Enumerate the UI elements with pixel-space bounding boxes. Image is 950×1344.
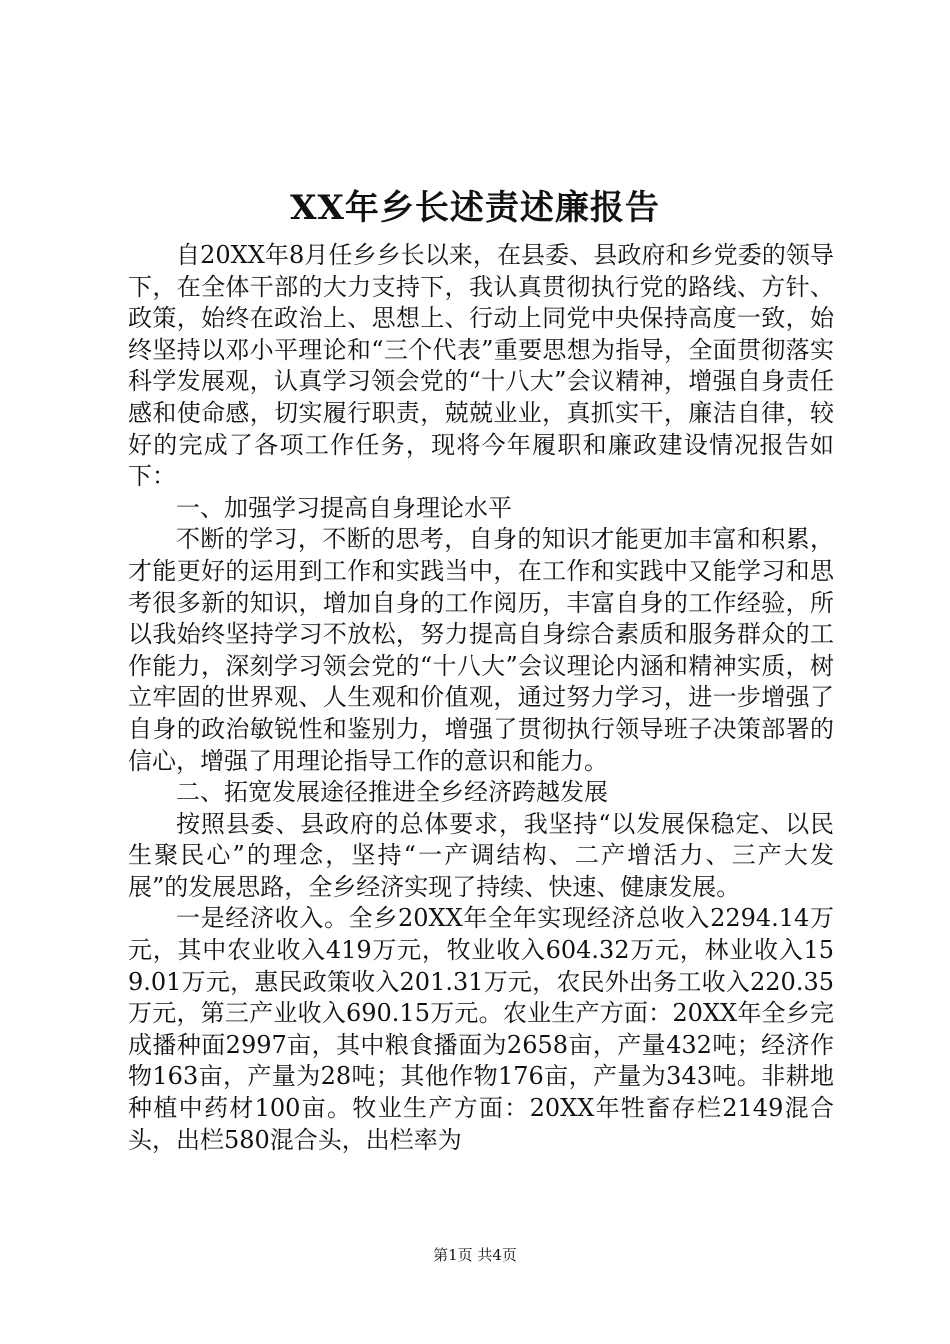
document-body xyxy=(128,240,834,1156)
paragraph-intro: 自20XX年8月任乡乡长以来，在县委、县政府和乡党委的领导下，在全体干部的大力支持下，我认真贯彻执行党的路线、方针、政策，始终在政治上、思想上、行动上同党中央保持高度一致，始终坚持以邓小平理论和“三个代表”重要思想为指导，全面贯彻落实科学发展观，认真学习领会党的“十八大”会议精神，增强自身责任感和使命感，切实履行职责，兢兢业业，真抓实干，廉洁自律，较好的完成了各项工作任务，现将今年履职和廉政建设情况报告如下： xyxy=(128,241,834,491)
paragraph-learning: 不断的学习，不断的思考，自身的知识才能更加丰富和积累，才能更好的运用到工作和实践当中，在工作和实践中又能学习和思考很多新的知识，增加自身的工作阅历，丰富自身的工作经验，所以我始终坚持学习不放松，努力提高自身综合素质和服务群众的工作能力，深刻学习领会党的“十八大”会议理论内涵和精神实质，树立牢固的世界观、人生观和价值观，通过努力学习，进一步增强了自身的政治敏锐性和鉴别力，增强了贯彻执行领导班子决策部署的信心，增强了用理论指导工作的意识和能力。 xyxy=(128,525,834,775)
page-footer: 第1页 共4页 xyxy=(433,1246,517,1264)
section-heading-1: 一、加强学习提高自身理论水平 xyxy=(176,493,512,522)
paragraph-economic-income: 一是经济收入。全乡20XX年全年实现经济总收入2294.14万元，其中农业收入419万元，牧业收入604.32万元，林业收入159.01万元，惠民政策收入201.31万元，农民外出务工收入220.35万元，第三产业收入690.15万元。农业生产方面：20XX年全乡完成播种面2997亩，其中粮食播面为2658亩，产量432吨；经济作物163亩，产量为28吨；其他作物176亩，产量为343吨。非耕地种植中药材100亩。牧业生产方面：20XX年牲畜存栏2149混合头，出栏580混合头，出栏率为 xyxy=(128,904,834,1154)
section-heading-2: 二、拓宽发展途径推进全乡经济跨越发展 xyxy=(176,778,608,807)
document-title: XX年乡长述责述廉报告 xyxy=(290,188,660,228)
paragraph-development: 按照县委、县政府的总体要求，我坚持“以发展保稳定、以民生聚民心”的理念，坚持“一产调结构、二产增活力、三产大发展”的发展思路，全乡经济实现了持续、快速、健康发展。 xyxy=(128,809,834,901)
